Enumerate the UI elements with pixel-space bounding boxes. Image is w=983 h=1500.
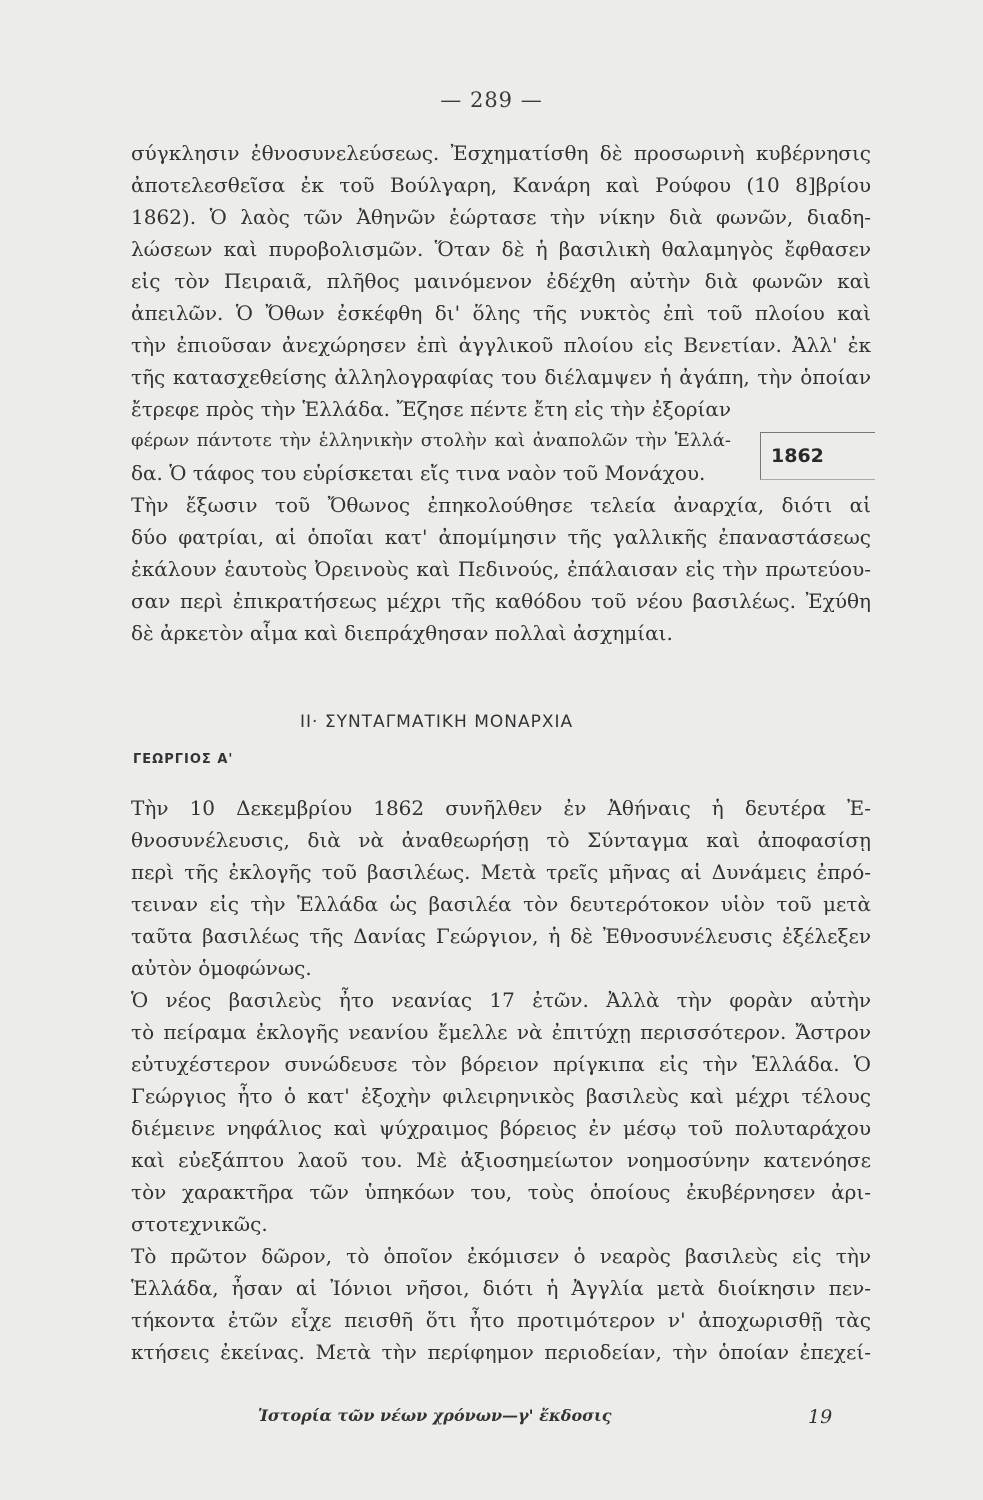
text-line: σύγκλησιν ἐθνοσυνελεύσεως. Ἐσχηματίσθη δὲ προσωρινὴ κυβέρνησις	[131, 141, 871, 165]
text-line: δα. Ὁ τάφος του εὑρίσκεται εἴς τινα ναὸν τοῦ Μονάχου.	[131, 461, 706, 485]
text-line: ἔτρεφε πρὸς τὴν Ἑλλάδα. Ἔζησε πέντε ἔτη εἰς τὴν ἐξορίαν	[131, 397, 731, 421]
text-line: εἰς τὸν Πειραιᾶ, πλῆθος μαινόμενον ἐδέχθη αὐτὴν διὰ φωνῶν καὶ	[131, 269, 871, 293]
text-line: Τὴν ἔξωσιν τοῦ Ὄθωνος ἐπηκολούθησε τελεία ἀναρχία, διότι αἱ	[131, 493, 871, 517]
text-line: Γεώργιος ἦτο ὁ κατ' ἐξοχὴν φιλειρηνικὸς βασιλεὺς καὶ μέχρι τέλους	[131, 1084, 871, 1108]
text-line: Τὸ πρῶτον δῶρον, τὸ ὁποῖον ἐκόμισεν ὁ νεαρὸς βασιλεὺς εἰς τὴν	[131, 1244, 871, 1268]
text-line: ἀπειλῶν. Ὁ Ὄθων ἐσκέφθη δι' ὅλης τῆς νυκτὸς ἐπὶ τοῦ πλοίου καὶ	[131, 301, 871, 325]
text-block-bottom	[131, 792, 871, 1368]
text-line: ταῦτα βασιλέως τῆς Δανίας Γεώργιον, ἡ δὲ Ἐθνοσυνέλευσις ἐξέλεξεν	[131, 924, 871, 948]
text-line: περὶ τῆς ἐκλογῆς τοῦ βασιλέως. Μετὰ τρεῖς μῆνας αἱ Δυνάμεις ἐπρό-	[131, 860, 871, 884]
text-line: λώσεων καὶ πυροβολισμῶν. Ὅταν δὲ ἡ βασιλικὴ θαλαμηγὸς ἔφθασεν	[131, 237, 871, 261]
text-line: θνοσυνέλευσις, διὰ νὰ ἀναθεωρήσῃ τὸ Σύνταγμα καὶ ἀποφασίσῃ	[131, 828, 871, 852]
section-heading: ΙΙ· ΣΥΝΤΑΓΜΑΤΙΚΗ ΜΟΝΑΡΧΙΑ	[300, 712, 574, 732]
text-line: Ἑλλάδα, ἦσαν αἱ Ἰόνιοι νῆσοι, διότι ἡ Ἀγγλία μετὰ διοίκησιν πεν-	[131, 1276, 871, 1300]
book-footer-title: Ἱστορία τῶν νέων χρόνων—γ' ἔκδοσις	[258, 1406, 612, 1425]
text-block-top	[131, 137, 871, 649]
text-line: αὐτὸν ὁμοφώνως.	[131, 956, 312, 980]
text-line: ἀποτελεσθεῖσα ἐκ τοῦ Βούλγαρη, Κανάρη καὶ Ρούφου (10 8]βρίου	[131, 173, 871, 197]
text-line: 1862). Ὁ λαὸς τῶν Ἀθηνῶν ἑώρτασε τὴν νίκην διὰ φωνῶν, διαδη-	[131, 205, 871, 229]
text-line: δὲ ἀρκετὸν αἷμα καὶ διεπράχθησαν πολλαὶ ἀσχημίαι.	[131, 621, 673, 645]
text-line: τὸν χαρακτῆρα τῶν ὑπηκόων του, τοὺς ὁποίους ἐκυβέρνησεν ἀρι-	[131, 1180, 871, 1204]
text-line: δύο φατρίαι, αἱ ὁποῖαι κατ' ἀπομίμησιν τῆς γαλλικῆς ἐπαναστάσεως	[131, 525, 871, 549]
margin-year-note: 1862	[760, 432, 875, 480]
text-line: Ὁ νέος βασιλεὺς ἦτο νεανίας 17 ἐτῶν. Ἀλλὰ τὴν φορὰν αὐτὴν	[131, 988, 871, 1012]
signature-mark: 19	[808, 1406, 833, 1428]
text-line: εὐτυχέστερον συνώδευσε τὸν βόρειον πρίγκιπα εἰς τὴν Ἑλλάδα. Ὁ	[131, 1052, 871, 1076]
text-line: στοτεχνικῶς.	[131, 1212, 268, 1236]
text-line: Τὴν 10 Δεκεμβρίου 1862 συνῆλθεν ἐν Ἀθήναις ἡ δευτέρα Ἐ-	[131, 796, 871, 820]
text-line: τειναν εἰς τὴν Ἑλλάδα ὡς βασιλέα τὸν δευτερότοκον υἱὸν τοῦ μετὰ	[131, 892, 871, 916]
text-line: τὴν ἐπιοῦσαν ἀνεχώρησεν ἐπὶ ἀγγλικοῦ πλοίου εἰς Βενετίαν. Ἀλλ' ἐκ	[131, 333, 871, 357]
text-line: διέμεινε νηφάλιος καὶ ψύχραιμος βόρειος ἐν μέσῳ τοῦ πολυταράχου	[131, 1116, 871, 1140]
text-line: καὶ εὐεξάπτου λαοῦ του. Μὲ ἀξιοσημείωτον νοημοσύνην κατενόησε	[131, 1148, 871, 1172]
page-number: — 289 —	[440, 88, 543, 112]
text-line: τὸ πείραμα ἐκλογῆς νεανίου ἔμελλε νὰ ἐπιτύχῃ περισσότερον. Ἄστρον	[131, 1020, 871, 1044]
text-line: σαν περὶ ἐπικρατήσεως μέχρι τῆς καθόδου τοῦ νέου βασιλέως. Ἐχύθη	[131, 589, 871, 613]
text-line: κτήσεις ἐκείνας. Μετὰ τὴν περίφημον περιοδείαν, τὴν ὁποίαν ἐπεχεί-	[131, 1340, 871, 1364]
text-line: φέρων πάντοτε τὴν ἑλληνικὴν στολὴν καὶ ἀναπολῶν τὴν Ἑλλά-	[131, 430, 731, 451]
text-line: τήκοντα ἐτῶν εἶχε πεισθῆ ὅτι ἦτο προτιμότερον ν' ἀποχωρισθῇ τὰς	[131, 1308, 871, 1332]
side-heading: ΓΕΩΡΓΙΟΣ Α'	[133, 752, 234, 767]
text-line: τῆς κατασχεθείσης ἀλληλογραφίας του διέλαμψεν ἡ ἀγάπη, τὴν ὁποίαν	[131, 365, 871, 389]
text-line: ἐκάλουν ἑαυτοὺς Ὀρεινοὺς καὶ Πεδινούς, ἐπάλαισαν εἰς τὴν πρωτεύου-	[131, 557, 871, 581]
